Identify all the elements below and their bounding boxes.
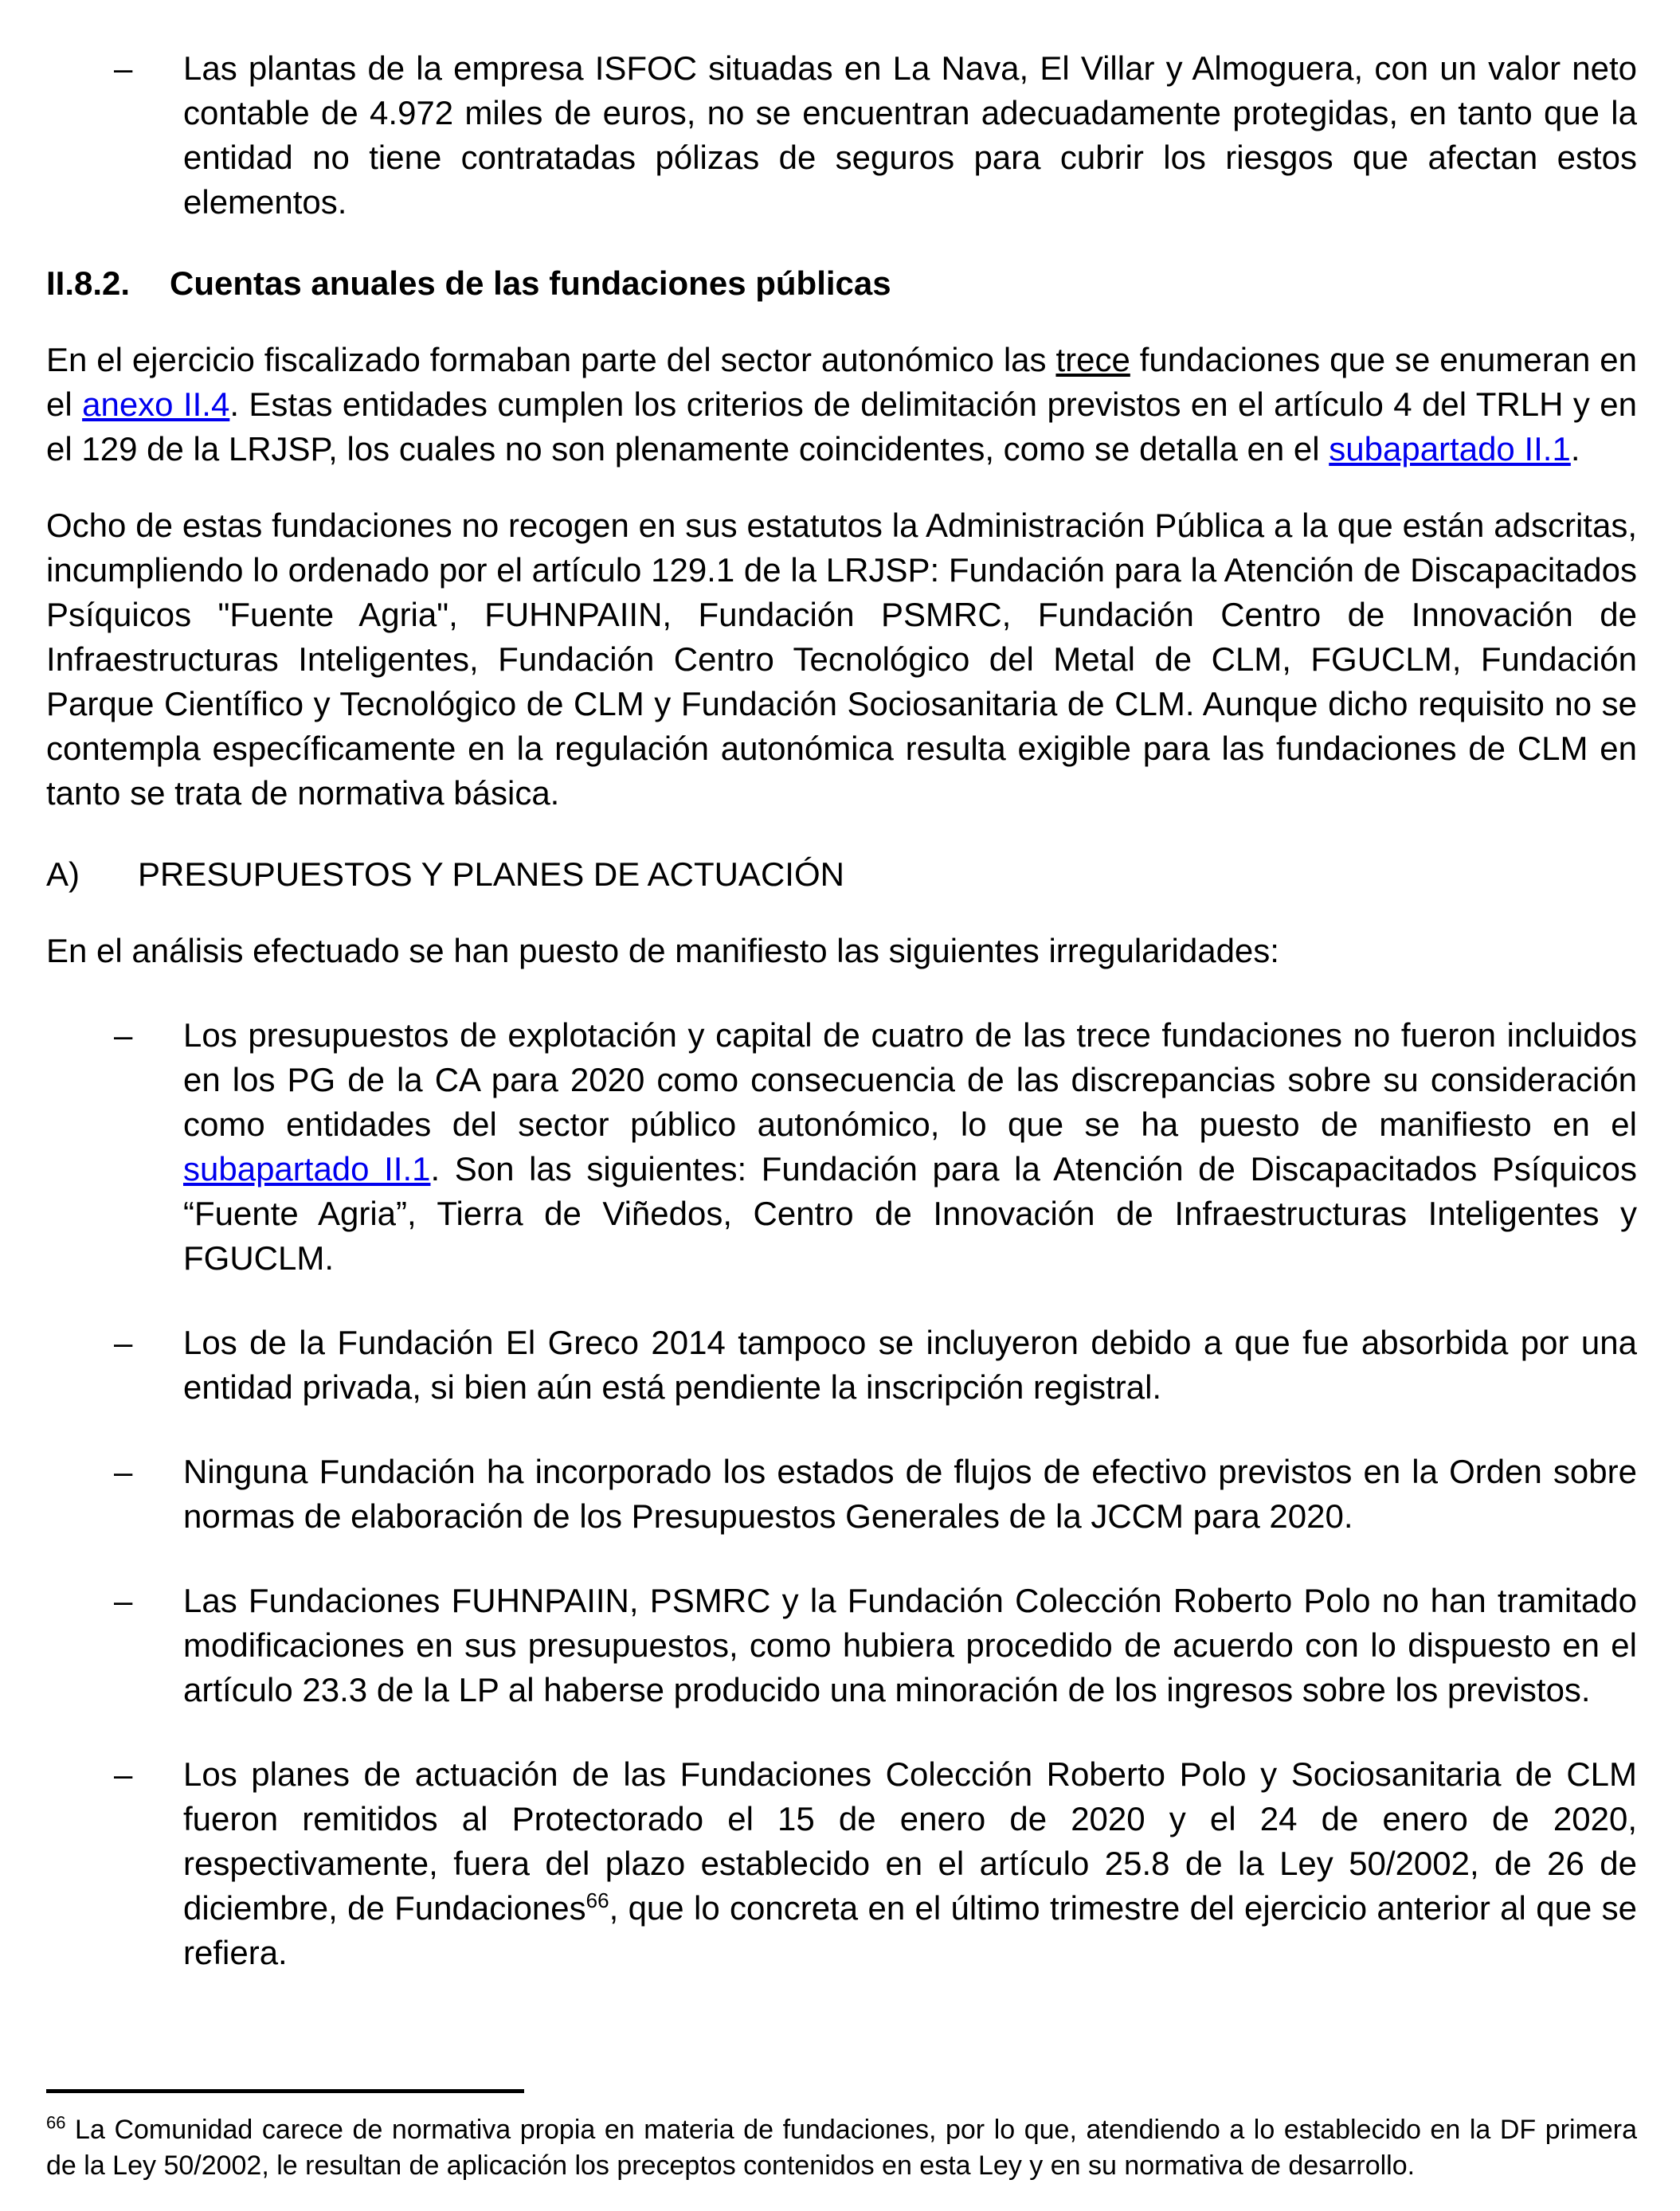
section-heading [46, 261, 1637, 306]
list-item-presupuestos [46, 1013, 1637, 1281]
footnote-number: 66 [46, 2112, 66, 2133]
section-title: Cuentas anuales de las fundaciones públicas [170, 264, 891, 302]
section-number: II.8.2. [46, 264, 131, 302]
list-item-text: , que lo concreta en el último trimestre del ejercicio anterior al que se refiera. [183, 1889, 1637, 1971]
footnote-area [46, 2089, 1637, 2184]
dash-bullet-marker: – [114, 1016, 133, 1054]
dash-bullet-marker: – [114, 49, 133, 87]
dash-bullet-marker: – [114, 1324, 133, 1361]
footnote-text: La Comunidad carece de normativa propia en materia de fundaciones, por lo que, atendiendo a lo establecido en la DF primera de la Ley 50/2002, le resultan de aplicación los preceptos contenidos en esta Ley y en su normativa de desarrollo. [46, 2115, 1637, 2181]
dash-bullet-marker: – [114, 1453, 133, 1490]
list-item-planes [46, 1752, 1637, 1975]
list-item-text: Los de la Fundación El Greco 2014 tampoco se incluyeron debido a que fue absorbida por una entidad privada, si bien aún está pendiente la inscripción registral. [183, 1324, 1637, 1406]
paragraph-ocho-fundaciones: Ocho de estas fundaciones no recogen en sus estatutos la Administración Pública a la que están adscritas, incumpliendo lo ordenado por el artículo 129.1 de la LRJSP: Fundación para la Atención de Discapacitados Psíquicos "Fuente Agria", FUHNPAIIN, Fundación PSMRC, Fundación Centro de Innovación de Infraestructuras Inteligentes, Fundación Centro Tecnológico del Metal de CLM, FGUCLM, Fundación Parque Científico y Tecnológico de CLM y Fundación Sociosanitaria de CLM. Aunque dicho requisito no se contempla específicamente en la regulación autonómica resulta exigible para las fundaciones de CLM en tanto se trata de normativa básica. [46, 507, 1637, 812]
paragraph-text: En el ejercicio fiscalizado formaban parte del sector autonómico las [46, 341, 1056, 378]
list-item [46, 46, 1637, 225]
irregularities-list [46, 973, 1637, 1975]
paragraph-analisis: En el análisis efectuado se han puesto de manifiesto las siguientes irregularidades: [46, 932, 1279, 969]
list-item-text: Los presupuestos de explotación y capital de cuatro de las trece fundaciones no fueron incluidos en los PG de la CA para 2020 como consecuencia de las discrepancias sobre su consideración como entidades del sector público autonómico, lo que se ha puesto de manifiesto en el [183, 1016, 1637, 1143]
isfoc-bullet-text: Las plantas de la empresa ISFOC situadas en La Nava, El Villar y Almoguera, con un valor neto contable de 4.972 miles de euros, no se encuentran adecuadamente protegidas, en tanto que la entidad no tiene contratadas pólizas de seguros para cubrir los riesgos que afectan estos elementos. [183, 49, 1637, 221]
footnote-66 [46, 2112, 1637, 2184]
list-item-modificaciones [46, 1579, 1637, 1712]
subsection-heading-a [46, 852, 1637, 897]
list-item-text: . Son las siguientes: Fundación para la Atención de Discapacitados Psíquicos “Fuente Agria”, Tierra de Viñedos, Centro de Innovación de Infraestructuras Inteligentes y FGUCLM. [183, 1150, 1637, 1277]
footnote-reference-66[interactable]: 66 [585, 1888, 609, 1912]
list-item-text: Los planes de actuación de las Fundaciones Colección Roberto Polo y Sociosanitaria de CLM fueron remitidos al Protectorado el 15 de enero de 2020 y el 24 de enero de 2020, respectivamente, fuera del plazo establecido en el artículo 25.8 de la Ley 50/2002, de 26 de diciembre, de Fundaciones [183, 1755, 1637, 1927]
dash-bullet-marker: – [114, 1755, 133, 1793]
list-item-flujos [46, 1450, 1637, 1539]
paragraph-text: . Estas entidades cumplen los criterios de delimitación previstos en el artículo 4 del TRLH y en el 129 de la LRJSP, los cuales no son plenamente coincidentes, como se detalla en el [46, 385, 1637, 468]
list-item-greco [46, 1321, 1637, 1410]
link-subapartado-ii1[interactable]: subapartado II.1 [1329, 430, 1571, 468]
underlined-word: trece [1055, 341, 1130, 378]
subsection-title: PRESUPUESTOS Y PLANES DE ACTUACIÓN [138, 855, 844, 893]
link-anexo-ii4[interactable]: anexo II.4 [82, 385, 230, 423]
link-subapartado-ii1[interactable]: subapartado II.1 [183, 1150, 431, 1188]
isfoc-bullet-list [46, 46, 1637, 225]
paragraph-trece-fundaciones [46, 338, 1637, 472]
footnote-separator [46, 2089, 524, 2093]
paragraph-text: . [1570, 430, 1580, 468]
list-item-text: Ninguna Fundación ha incorporado los estados de flujos de efectivo previstos en la Orden sobre normas de elaboración de los Presupuestos Generales de la JCCM para 2020. [183, 1453, 1637, 1535]
paragraph-text: fundaciones que se enumeran en el [46, 341, 1637, 423]
dash-bullet-marker: – [114, 1582, 133, 1619]
subsection-letter: A) [46, 855, 80, 893]
list-item-text: Las Fundaciones FUHNPAIIN, PSMRC y la Fundación Colección Roberto Polo no han tramitado modificaciones en sus presupuestos, como hubiera procedido de acuerdo con lo dispuesto en el artículo 23.3 de la LP al haberse producido una minoración de los ingresos sobre los previstos. [183, 1582, 1637, 1708]
